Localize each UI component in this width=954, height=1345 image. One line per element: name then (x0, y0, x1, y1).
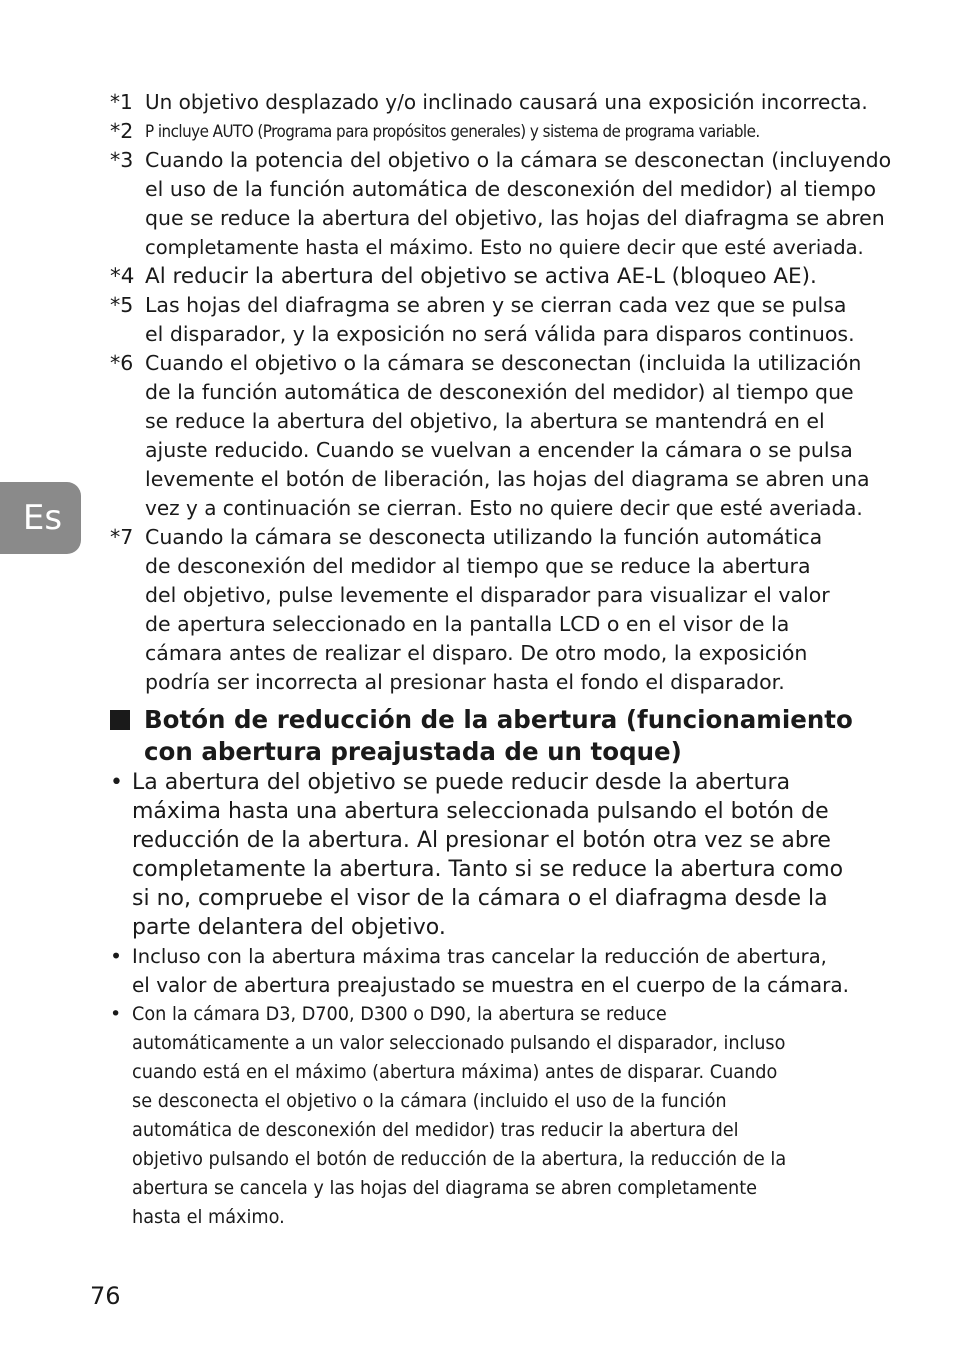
text-line: Cuando la cámara se desconecta utilizando la función automática (145, 525, 823, 549)
footnote (110, 523, 855, 697)
footnotes (110, 88, 892, 697)
bullet-icon: • (110, 944, 123, 968)
text-line: vez y a continuación se cierran. Esto no quiere decir que esté averiada. (145, 496, 863, 520)
list-item (110, 1000, 855, 1232)
text-line: Con la cámara D3, D700, D300 o D90, la abertura se reduce (132, 1003, 667, 1025)
footnote-marker: *7 (110, 525, 134, 549)
text-line: objetivo pulsando el botón de reducción de la abertura, la reducción de la (132, 1148, 787, 1170)
text-line: completamente hasta el máximo. Esto no quiere decir que esté averiada. (145, 236, 864, 259)
text-line: La abertura del objetivo se puede reducir desde la abertura (132, 770, 791, 795)
text-line: que se reduce la abertura del objetivo, las hojas del diafragma se abren (145, 206, 885, 230)
footnote-text (145, 146, 891, 262)
footnote-text (145, 117, 798, 146)
text-line: el valor de abertura preajustado se muestra en el cuerpo de la cámara. (132, 973, 849, 997)
footnote (110, 291, 855, 349)
footnote-text (145, 88, 868, 117)
heading-line: Botón de reducción de la abertura (funcionamiento (144, 705, 853, 734)
text-line: Al reducir la abertura del objetivo se activa AE-L (bloqueo AE). (145, 264, 817, 289)
footnote-marker: *3 (110, 148, 134, 172)
footnote-marker: *5 (110, 293, 134, 317)
text-line: se desconecta el objetivo o la cámara (incluido el uso de la función (132, 1090, 727, 1112)
text-line: automáticamente a un valor seleccionado pulsando el disparador, incluso (132, 1032, 786, 1054)
text-line: Las hojas del diafragma se abren y se cierran cada vez que se pulsa (145, 293, 847, 317)
text-line: automática de desconexión del medidor) tras reducir la abertura del (132, 1119, 739, 1141)
text-line: se reduce la abertura del objetivo, la abertura se mantendrá en el (145, 409, 825, 433)
text-line: el uso de la función automática de desconexión del medidor) al tiempo (145, 177, 877, 201)
bullet-list (110, 768, 855, 1232)
text-line: abertura se cancela y las hojas del diagrama se abren completamente (132, 1177, 758, 1199)
text-line: reducción de la abertura. Al presionar el botón otra vez se abre (132, 828, 831, 853)
text-line: si no, compruebe el visor de la cámara o el diafragma desde la (132, 886, 828, 911)
text-line: Cuando la potencia del objetivo o la cámara se desconectan (incluyendo (145, 148, 892, 172)
footnote (110, 146, 892, 262)
section-heading (110, 704, 870, 768)
list-item-text (132, 1000, 786, 1232)
footnote-text (145, 262, 855, 291)
footnote (110, 349, 870, 523)
bullet-icon: • (110, 1003, 122, 1025)
list-item-text (132, 768, 843, 942)
text-line: completamente la abertura. Tanto si se reduce la abertura como (132, 857, 844, 882)
footnote-text (145, 291, 855, 349)
page-number: 76 (90, 1282, 121, 1310)
text-line: Un objetivo desplazado y/o inclinado causará una exposición incorrecta. (145, 90, 868, 114)
footnote-marker: *1 (110, 90, 133, 114)
footnote (110, 88, 868, 117)
heading-text (144, 704, 853, 768)
text-line: ajuste reducido. Cuando se vuelvan a encender la cámara o se pulsa (145, 438, 853, 462)
text-line: hasta el máximo. (132, 1206, 285, 1228)
list-item (110, 768, 855, 942)
text-line: P incluye AUTO (Programa para propósitos generales) y sistema de programa variable. (145, 122, 760, 141)
footnote (110, 262, 855, 291)
text-line: de la función automática de desconexión del medidor) al tiempo que (145, 380, 854, 404)
list-item-text (132, 942, 849, 1000)
text-line: de apertura seleccionado en la pantalla LCD o en el visor de la (145, 612, 790, 636)
text-line: cuando está en el máximo (abertura máxima) antes de disparar. Cuando (132, 1061, 778, 1083)
footnote-text (145, 349, 870, 523)
text-line: Incluso con la abertura máxima tras cancelar la reducción de abertura, (132, 945, 827, 968)
text-line: podría ser incorrecta al presionar hasta el fondo el disparador. (145, 670, 785, 694)
text-line: el disparador, y la exposición no será válida para disparos continuos. (145, 322, 855, 346)
footnote-marker: *6 (110, 351, 134, 375)
text-line: Cuando el objetivo o la cámara se desconectan (incluida la utilización (145, 351, 862, 375)
footnote (110, 117, 855, 146)
text-line: cámara antes de realizar el disparo. De otro modo, la exposición (145, 641, 808, 665)
footnote-marker: *4 (110, 264, 135, 289)
footnote-text (145, 523, 855, 697)
square-bullet-icon (110, 710, 130, 730)
language-tab: Es (0, 482, 81, 554)
text-line: levemente el botón de liberación, las hojas del diagrama se abren una (145, 467, 870, 491)
bullet-icon: • (110, 770, 123, 795)
text-line: del objetivo, pulse levemente el disparador para visualizar el valor (145, 583, 830, 607)
text-line: parte delantera del objetivo. (132, 915, 446, 940)
text-line: máxima hasta una abertura seleccionada pulsando el botón de (132, 799, 829, 824)
footnote-marker: *2 (110, 119, 134, 143)
list-item (110, 942, 855, 1000)
heading-line: con abertura preajustada de un toque) (144, 737, 682, 766)
text-line: de desconexión del medidor al tiempo que se reduce la abertura (145, 554, 811, 578)
